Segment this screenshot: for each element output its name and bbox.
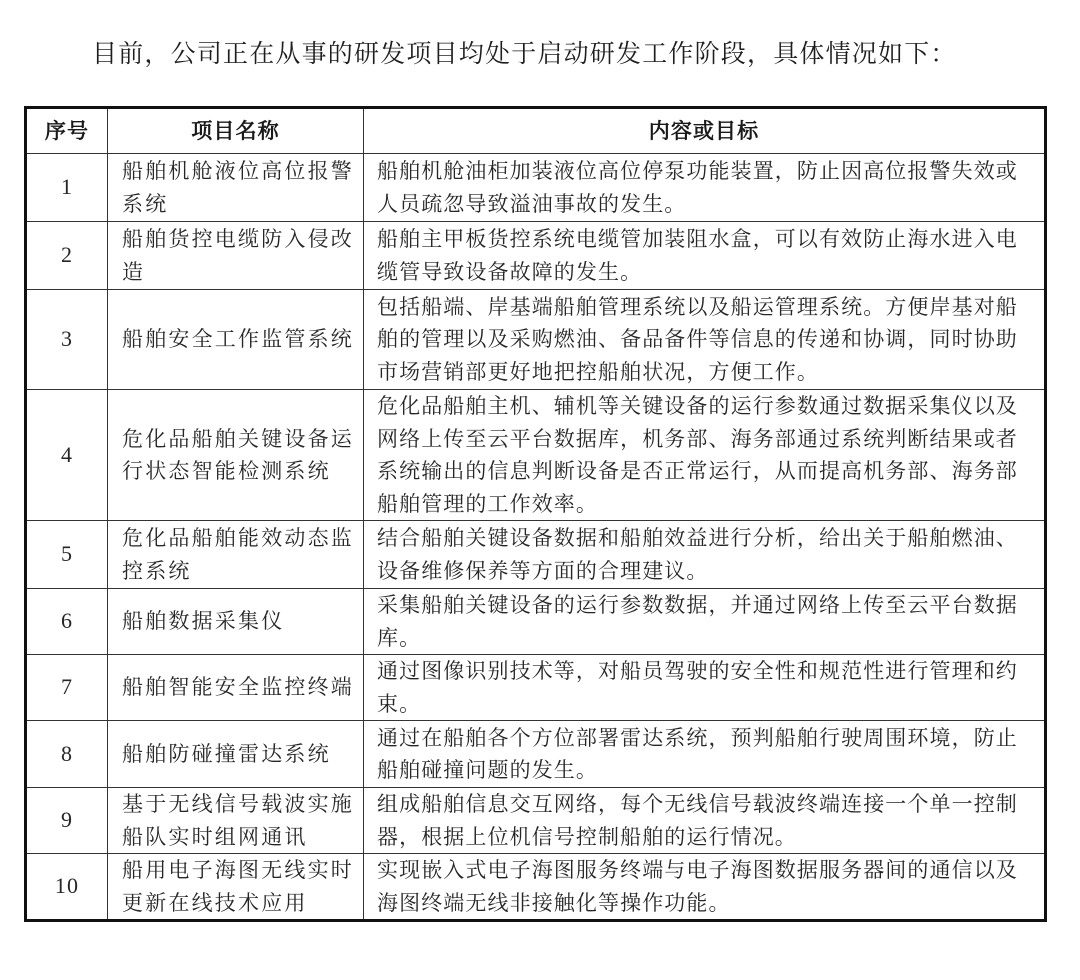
cell-project-name: 危化品船舶关键设备运行状态智能检测系统 xyxy=(108,390,364,521)
cell-serial-no: 10 xyxy=(26,854,108,921)
header-project-name: 项目名称 xyxy=(108,108,364,154)
header-content-goal: 内容或目标 xyxy=(364,108,1046,154)
table-row xyxy=(26,154,1046,222)
header-serial-no: 序号 xyxy=(26,108,108,154)
cell-content-goal: 包括船端、岸基端船舶管理系统以及船运管理系统。方便岸基对船舶的管理以及采购燃油、备品备件等信息的传递和协调，同时协助市场营销部更好地把控船舶状况，方便工作。 xyxy=(364,290,1046,390)
cell-project-name: 船舶智能安全监控终端 xyxy=(108,655,364,721)
cell-project-name: 船舶数据采集仪 xyxy=(108,589,364,655)
table-row xyxy=(26,788,1046,854)
cell-serial-no: 8 xyxy=(26,721,108,788)
cell-content-goal: 实现嵌入式电子海图服务终端与电子海图数据服务器间的通信以及海图终端无线非接触化等操作功能。 xyxy=(364,854,1046,921)
table-row xyxy=(26,222,1046,290)
table-row xyxy=(26,290,1046,390)
table-row xyxy=(26,390,1046,521)
cell-project-name: 船舶机舱液位高位报警系统 xyxy=(108,154,364,222)
intro-paragraph: 目前，公司正在从事的研发项目均处于启动研发工作阶段，具体情况如下： xyxy=(92,39,957,68)
cell-serial-no: 7 xyxy=(26,655,108,721)
cell-project-name: 船用电子海图无线实时更新在线技术应用 xyxy=(108,854,364,921)
cell-serial-no: 1 xyxy=(26,154,108,222)
table-row xyxy=(26,655,1046,721)
cell-content-goal: 采集船舶关键设备的运行参数数据，并通过网络上传至云平台数据库。 xyxy=(364,589,1046,655)
cell-project-name: 船舶安全工作监管系统 xyxy=(108,290,364,390)
cell-project-name: 基于无线信号载波实施船队实时组网通讯 xyxy=(108,788,364,854)
cell-project-name: 船舶防碰撞雷达系统 xyxy=(108,721,364,788)
cell-content-goal: 结合船舶关键设备数据和船舶效益进行分析，给出关于船舶燃油、设备维修保养等方面的合理建议。 xyxy=(364,521,1046,589)
cell-serial-no: 2 xyxy=(26,222,108,290)
cell-project-name: 船舶货控电缆防入侵改造 xyxy=(108,222,364,290)
table-row xyxy=(26,854,1046,921)
cell-serial-no: 3 xyxy=(26,290,108,390)
cell-content-goal: 船舶主甲板货控系统电缆管加装阻水盒，可以有效防止海水进入电缆管导致设备故障的发生。 xyxy=(364,222,1046,290)
table-row xyxy=(26,521,1046,589)
cell-project-name: 危化品船舶能效动态监控系统 xyxy=(108,521,364,589)
table-header-row xyxy=(26,108,1046,154)
cell-serial-no: 9 xyxy=(26,788,108,854)
rd-projects-table xyxy=(24,106,1047,922)
cell-content-goal: 船舶机舱油柜加装液位高位停泵功能装置，防止因高位报警失效或人员疏忽导致溢油事故的发生。 xyxy=(364,154,1046,222)
cell-serial-no: 5 xyxy=(26,521,108,589)
cell-serial-no: 6 xyxy=(26,589,108,655)
cell-content-goal: 组成船舶信息交互网络，每个无线信号载波终端连接一个单一控制器，根据上位机信号控制船舶的运行情况。 xyxy=(364,788,1046,854)
cell-content-goal: 通过图像识别技术等，对船员驾驶的安全性和规范性进行管理和约束。 xyxy=(364,655,1046,721)
table-row xyxy=(26,589,1046,655)
cell-content-goal: 危化品船舶主机、辅机等关键设备的运行参数通过数据采集仪以及网络上传至云平台数据库，机务部、海务部通过系统判断结果或者系统输出的信息判断设备是否正常运行，从而提高机务部、海务部船舶管理的工作效率。 xyxy=(364,390,1046,521)
table-row xyxy=(26,721,1046,788)
cell-serial-no: 4 xyxy=(26,390,108,521)
cell-content-goal: 通过在船舶各个方位部署雷达系统，预判船舶行驶周围环境，防止船舶碰撞问题的发生。 xyxy=(364,721,1046,788)
